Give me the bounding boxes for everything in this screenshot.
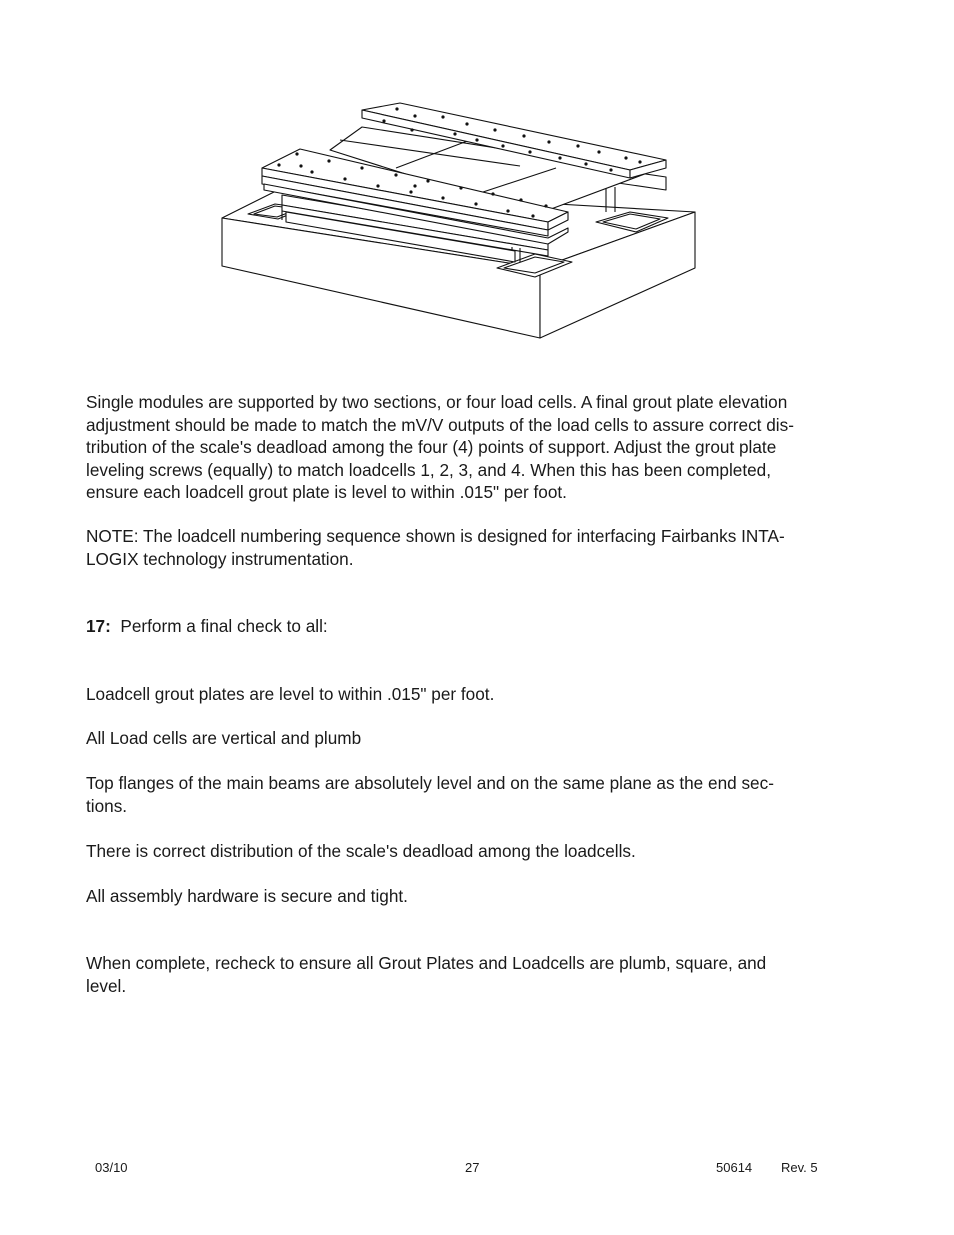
footer-date: 03/10: [95, 1160, 128, 1175]
paragraph-final: [86, 952, 876, 997]
text-line: Loadcell grout plates are level to within .015" per foot.: [86, 684, 495, 704]
text-line: There is correct distribution of the scale's deadload among the loadcells.: [86, 841, 636, 861]
text-line: adjustment should be made to match the mV/V outputs of the load cells to assure correct dis-: [86, 414, 794, 435]
text-line: leveling screws (equally) to match loadcells 1, 2, 3, and 4. When this has been completed,: [86, 459, 771, 480]
text-line: level.: [86, 975, 127, 996]
paragraph-note: [86, 525, 876, 570]
text-line: NOTE: The loadcell numbering sequence shown is designed for interfacing Fairbanks INTA-: [86, 526, 785, 546]
check-hardware: [86, 885, 876, 908]
text-line: tions.: [86, 795, 128, 816]
check-top-flanges: [86, 772, 876, 817]
text-line: Top flanges of the main beams are absolutely level and on the same plane as the end sec-: [86, 773, 774, 793]
text-line: When complete, recheck to ensure all Grout Plates and Loadcells are plumb, square, and: [86, 953, 767, 973]
step-number: 17:: [86, 616, 111, 636]
check-deadload: [86, 840, 876, 863]
text-line: LOGIX technology instrumentation.: [86, 548, 354, 569]
text-line: ensure each loadcell grout plate is level to within .015" per foot.: [86, 482, 567, 502]
text-line: Single modules are supported by two sections, or four load cells. A final grout plate elevation: [86, 392, 788, 412]
check-grout-plates: [86, 683, 876, 706]
text-line: All Load cells are vertical and plumb: [86, 728, 362, 748]
text-line: tribution of the scale's deadload among the four (4) points of support. Adjust the grout plate: [86, 437, 777, 457]
footer-page-number: 27: [465, 1160, 480, 1175]
scale-module-illustration: [215, 95, 705, 345]
footer-doc-number: 50614: [716, 1160, 753, 1175]
step-text: Perform a final check to all:: [120, 616, 328, 636]
text-line: All assembly hardware is secure and tight.: [86, 886, 408, 906]
check-load-cells: [86, 727, 876, 750]
footer-revision: Rev. 5: [781, 1160, 818, 1175]
step-17: [86, 615, 876, 638]
paragraph-module-support: [86, 391, 876, 504]
